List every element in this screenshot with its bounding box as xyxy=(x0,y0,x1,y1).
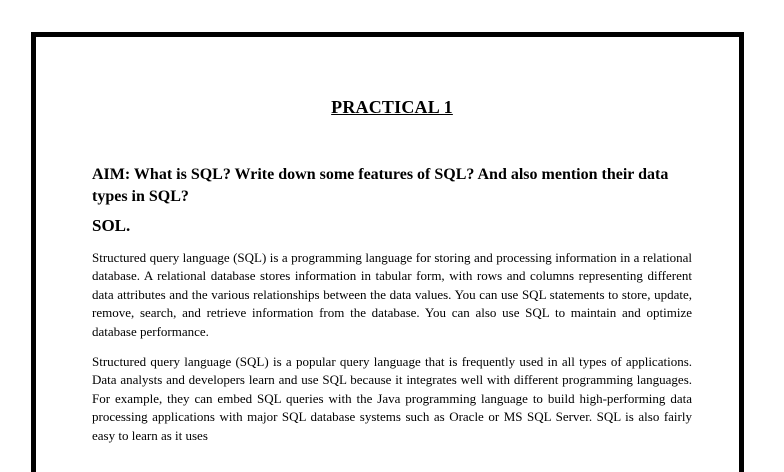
paragraph: Structured query language (SQL) is a popular query language that is frequently used in all types of applications. Data analysts and developers learn and use SQL because it integrates well with different programming languages. For example, they can embed SQL queries with the Java programming language to build high-performing data processing applications with major SQL database systems such as Oracle or MS SQL Server. SQL is also fairly easy to learn as it uses xyxy=(92,354,692,443)
aim-heading: AIM: What is SQL? Write down some features of SQL? And also mention their data types in SQL? xyxy=(92,166,669,205)
page-title: PRACTICAL 1 xyxy=(331,97,453,117)
paragraph: Structured query language (SQL) is a programming language for storing and processing information in a relational database. A relational database stores information in tabular form, with rows and columns representing different data attributes and the various relationships between the data values. You can use SQL statements to store, update, remove, search, and retrieve information from the database. You can also use SQL to maintain and optimize database performance. xyxy=(92,250,692,339)
document-page xyxy=(31,32,744,472)
solution-heading: SOL. xyxy=(92,216,131,235)
